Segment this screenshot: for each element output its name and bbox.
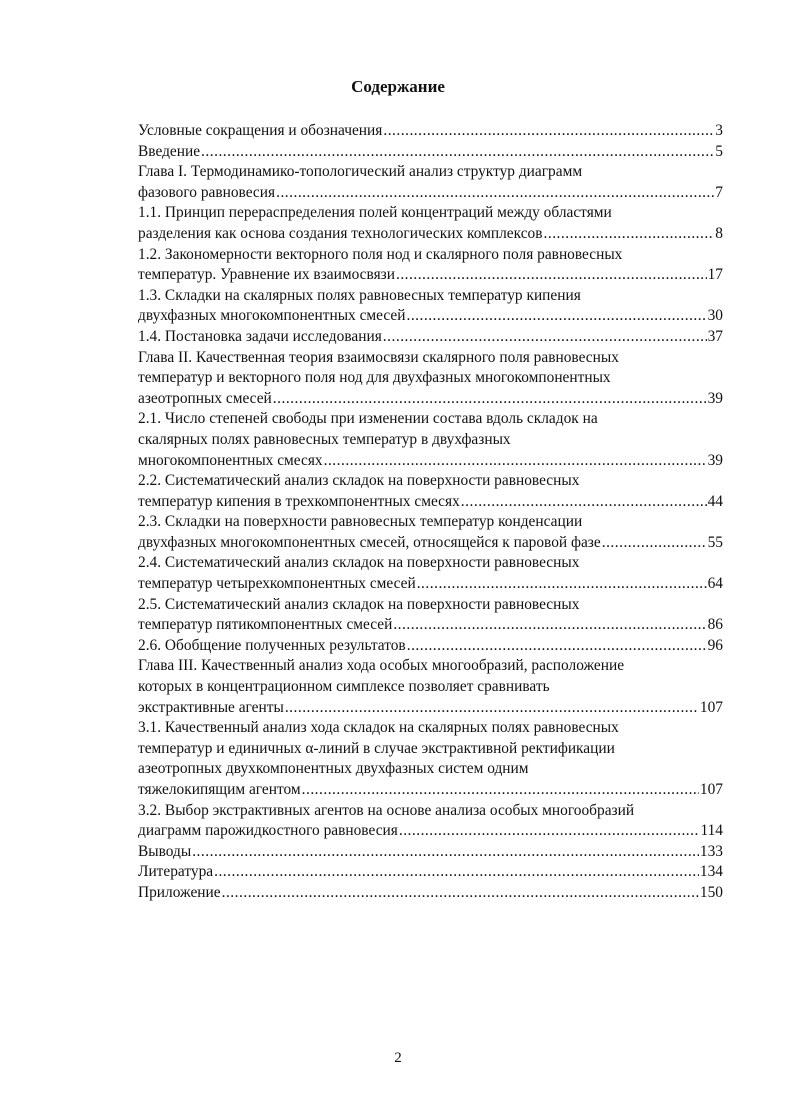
toc-entry-page: 39: [707, 389, 723, 407]
toc-entry: [138, 842, 723, 863]
toc-entry-leader-row: [138, 451, 723, 472]
toc-entry: [138, 409, 723, 471]
toc-entry-page: 8: [715, 224, 723, 242]
toc-entry-line: 1.3. Складки на скалярных полях равновесных температур кипения: [138, 286, 581, 304]
toc-entry-leader-row: [138, 636, 723, 657]
toc-entry-line: 2.4. Систематический анализ складок на поверхности равновесных: [138, 554, 580, 572]
toc-entry-leader-row: [138, 883, 723, 904]
toc-entry: [138, 512, 723, 553]
toc-entry-page: 37: [707, 327, 723, 345]
toc-entry-leader-row: [138, 265, 723, 286]
dot-leader: [406, 306, 706, 327]
toc-entry-page: 150: [699, 883, 723, 901]
toc-entry: [138, 348, 723, 410]
toc-entry-page: 3: [715, 122, 723, 139]
toc-entry-line: 3.1. Качественный анализ хода складок на скалярных полях равновесных: [138, 719, 619, 737]
toc-entry-line: разделения как основа создания технологических комплексов: [138, 224, 543, 242]
toc-entry-line: температур четырехкомпонентных смесей: [138, 575, 416, 593]
dot-leader: [302, 780, 699, 801]
toc-entry-line: диаграмм парожидкостного равновесия: [138, 822, 398, 840]
toc-entry-line: 1.1. Принцип перераспределения полей концентраций между областями: [138, 204, 612, 222]
toc-entry-page: 86: [707, 616, 723, 634]
toc-entry-page: 96: [707, 636, 723, 654]
toc-entry-leader-row: [138, 142, 723, 163]
toc-entry: [138, 553, 723, 594]
dot-leader: [324, 451, 707, 472]
toc-entry-line: температур пятикомпонентных смесей: [138, 616, 393, 634]
toc-entry-line: температур и единичных α-линий в случае экстрактивной ректификации: [138, 739, 615, 757]
toc-entry-line: тяжелокипящим агентом: [138, 781, 301, 798]
toc-entry-page: 17: [707, 266, 723, 284]
toc-entry-line: фазового равновесия: [138, 183, 276, 201]
toc-entry: [138, 286, 723, 327]
toc-entry: [138, 595, 723, 636]
toc-entry-line: двухфазных многокомпонентных смесей, относящейся к паровой фазе: [138, 533, 601, 551]
toc-entry-leader-row: [138, 842, 723, 863]
toc-entry-line: Глава II. Качественная теория взаимосвязи скалярного поля равновесных: [138, 348, 619, 366]
dot-leader: [417, 574, 707, 595]
toc-entry: [138, 142, 723, 163]
toc-entry: [138, 245, 723, 286]
toc-entry-leader-row: [138, 574, 723, 595]
dot-leader: [544, 224, 715, 245]
toc-entry-line: Выводы: [138, 842, 192, 860]
toc-entry-leader-row: [138, 389, 723, 410]
dot-leader: [285, 698, 699, 719]
dot-leader: [192, 842, 699, 863]
toc-entry: [138, 162, 723, 203]
toc-entry-line: которых в концентрационном симплексе позволяет сравнивать: [138, 678, 550, 696]
toc-entry-page: 7: [715, 183, 723, 201]
table-of-contents: [138, 121, 723, 904]
toc-entry-leader-row: [138, 615, 723, 636]
toc-entry-line: 1.4. Постановка задачи исследования: [138, 327, 382, 345]
toc-entry-page: 107: [699, 698, 723, 716]
page-title: Содержание: [351, 77, 445, 96]
dot-leader: [222, 883, 699, 904]
toc-entry-leader-row: [138, 492, 723, 513]
dot-leader: [461, 492, 707, 513]
toc-entry-line: температур и векторного поля нод для двухфазных многокомпонентных: [138, 369, 611, 387]
toc-entry-leader-row: [138, 821, 723, 842]
toc-entry-line: азеотропных двухкомпонентных двухфазных систем одним: [138, 760, 529, 778]
toc-entry-page: 55: [707, 533, 723, 551]
toc-entry-leader-row: [138, 183, 723, 204]
toc-entry-page: 107: [699, 781, 723, 798]
toc-entry: [138, 862, 723, 883]
toc-entry-line: экстрактивные агенты: [138, 698, 284, 716]
toc-entry-leader-row: [138, 224, 723, 245]
dot-leader: [407, 636, 707, 657]
toc-entry-page: 30: [707, 307, 723, 325]
dot-leader: [276, 183, 714, 204]
toc-entry-line: Литература: [138, 863, 214, 881]
toc-entry-page: 114: [700, 822, 723, 840]
page-number: 2: [394, 1050, 402, 1066]
toc-entry-page: 5: [715, 142, 723, 160]
toc-entry-line: 2.5. Систематический анализ складок на поверхности равновесных: [138, 595, 580, 613]
toc-entry-page: 39: [707, 451, 723, 469]
toc-entry: [138, 471, 723, 512]
toc-entry: [138, 121, 723, 142]
dot-leader: [602, 533, 707, 554]
dot-leader: [396, 265, 707, 286]
toc-entry-line: Приложение: [138, 883, 221, 901]
dot-leader: [214, 862, 699, 883]
dot-leader: [201, 142, 714, 163]
toc-entry: [138, 718, 723, 800]
toc-entry-line: Глава I. Термодинамико-топологический анализ структур диаграмм: [138, 163, 583, 181]
toc-entry-line: азеотропных смесей: [138, 389, 272, 407]
toc-entry-line: 2.6. Обобщение полученных результатов: [138, 636, 406, 654]
toc-entry-line: температур. Уравнение их взаимосвязи: [138, 266, 395, 284]
toc-entry-line: Введение: [138, 142, 201, 160]
dot-leader: [383, 121, 714, 142]
dot-leader: [383, 327, 707, 348]
toc-entry-line: многокомпонентных смесях: [138, 451, 323, 469]
toc-entry-line: скалярных полях равновесных температур в двухфазных: [138, 430, 511, 448]
toc-entry-page: 134: [699, 863, 723, 881]
toc-entry-leader-row: [138, 306, 723, 327]
toc-entry-line: 2.1. Число степеней свободы при изменении состава вдоль складок на: [138, 410, 598, 428]
toc-entry-leader-row: [138, 698, 723, 719]
toc-entry-line: 1.2. Закономерности векторного поля нод и скалярного поля равновесных: [138, 245, 623, 263]
toc-entry-leader-row: [138, 533, 723, 554]
dot-leader: [399, 821, 700, 842]
toc-entry: [138, 327, 723, 348]
toc-entry-leader-row: [138, 121, 723, 142]
toc-entry: [138, 801, 723, 842]
toc-entry-page: 133: [699, 842, 723, 860]
toc-entry-line: Глава III. Качественный анализ хода особых многообразий, расположение: [138, 657, 625, 675]
toc-entry-line: 3.2. Выбор экстрактивных агентов на основе анализа особых многообразий: [138, 801, 635, 819]
toc-entry: [138, 656, 723, 718]
toc-entry-leader-row: [138, 862, 723, 883]
toc-entry-line: 2.3. Складки на поверхности равновесных температур конденсации: [138, 513, 583, 531]
dot-leader: [393, 615, 706, 636]
dot-leader: [273, 389, 707, 410]
toc-entry-line: двухфазных многокомпонентных смесей: [138, 307, 406, 325]
toc-entry-line: 2.2. Систематический анализ складок на поверхности равновесных: [138, 472, 580, 490]
toc-entry-page: 64: [707, 575, 723, 593]
toc-entry: [138, 203, 723, 244]
toc-entry-page: 44: [707, 492, 723, 510]
toc-entry-line: Условные сокращения и обозначения: [138, 122, 383, 139]
toc-entry: [138, 883, 723, 904]
toc-entry: [138, 636, 723, 657]
toc-entry-line: температур кипения в трехкомпонентных смесях: [138, 492, 460, 510]
toc-entry-leader-row: [138, 327, 723, 348]
toc-entry-leader-row: [138, 780, 723, 801]
